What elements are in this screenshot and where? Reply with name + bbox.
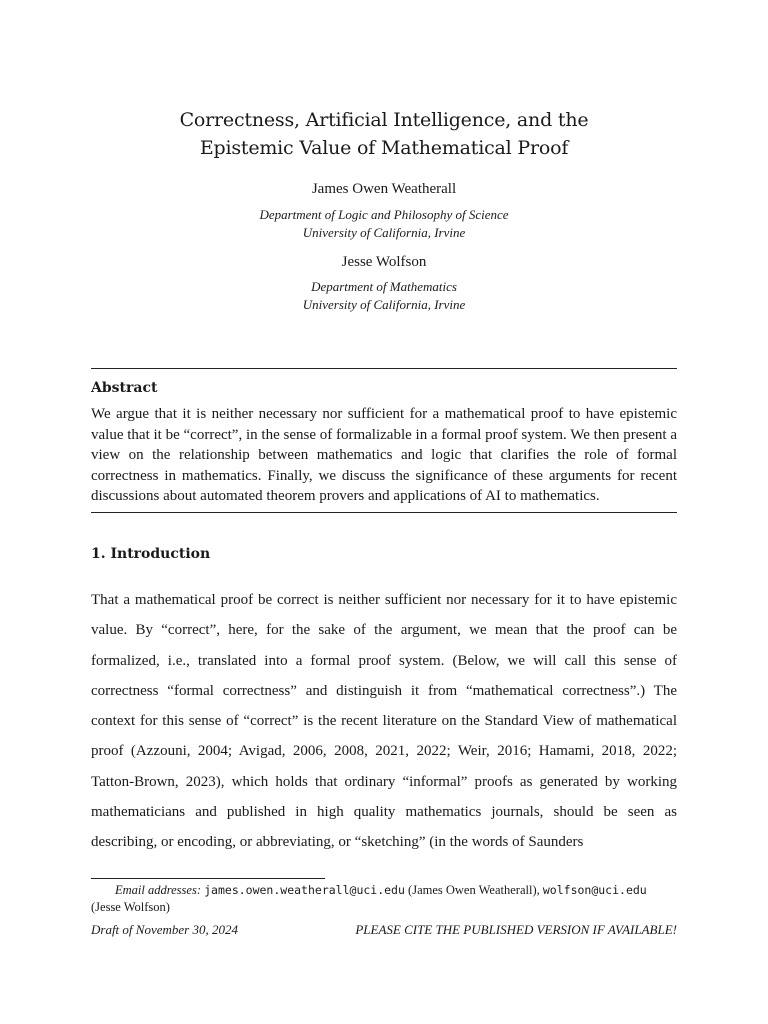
- title-line-1: Correctness, Artificial Intelligence, and the: [179, 109, 589, 131]
- draft-date: Draft of November 30, 2024: [91, 922, 238, 937]
- email-link-1[interactable]: james.owen.weatherall@uci.edu: [204, 883, 405, 897]
- abstract-heading: Abstract: [91, 380, 158, 396]
- title-line-2: Epistemic Value of Mathematical Proof: [199, 137, 569, 159]
- footnote-name-2: (Jesse Wolfson): [91, 900, 170, 914]
- author-affiliation-1: [0, 206, 768, 242]
- paper-title: [0, 106, 768, 162]
- footnote-name-1: (James Owen Weatherall),: [404, 883, 543, 897]
- author-name-2: Jesse Wolfson: [341, 254, 427, 270]
- section-heading-introduction: 1. Introduction: [91, 546, 211, 562]
- author-affiliation-2: [0, 278, 768, 314]
- footnote-label: Email addresses:: [115, 883, 201, 897]
- affiliation-2-line-2: University of California, Irvine: [302, 297, 466, 312]
- author-name-1: James Owen Weatherall: [311, 181, 457, 197]
- abstract-top-rule: [91, 368, 677, 369]
- affiliation-1-line-1: Department of Logic and Philosophy of Science: [259, 207, 509, 222]
- abstract-bottom-rule: [91, 512, 677, 513]
- email-link-2[interactable]: wolfson@uci.edu: [542, 883, 647, 897]
- footnote: [91, 882, 677, 916]
- affiliation-1-line-2: University of California, Irvine: [302, 225, 466, 240]
- abstract-text: We argue that it is neither necessary nor sufficient for a mathematical proof to have epistemic value that it be “correct”, in the sense of formalizable in a formal proof system. We then present a view on the relationship between mathematics and logic that clarifies the role of formal correctness in mathematics. Finally, we discuss the significance of these arguments for recent discussions about automated theorem provers and applications of AI to mathematics.: [91, 406, 677, 505]
- affiliation-2-line-1: Department of Mathematics: [311, 279, 457, 294]
- footnote-rule: [91, 878, 325, 879]
- introduction-paragraph: That a mathematical proof be correct is neither sufficient nor necessary for it to have epistemic value. By “correct”, here, for the sake of the argument, we mean that the proof can be formalized, i.e., translated into a formal proof system. (Below, we will call this sense of correctness “formal correctness” and distinguish it from “mathematical correctness”.) The context for this sense of “correct” is the recent literature on the Standard View of mathematical proof (Azzouni, 2004; Avigad, 2006, 2008, 2021, 2022; Weir, 2016; Hamami, 2018, 2022; Tatton-Brown, 2023), which holds that ordinary “informal” proofs as generated by working mathematicians and published in high quality mathematics journals, should be seen as describing, or encoding, or abbreviating, or “sketching” (in the words of Saunders: [91, 592, 677, 851]
- citation-notice: PLEASE CITE THE PUBLISHED VERSION IF AVAILABLE!: [355, 922, 677, 937]
